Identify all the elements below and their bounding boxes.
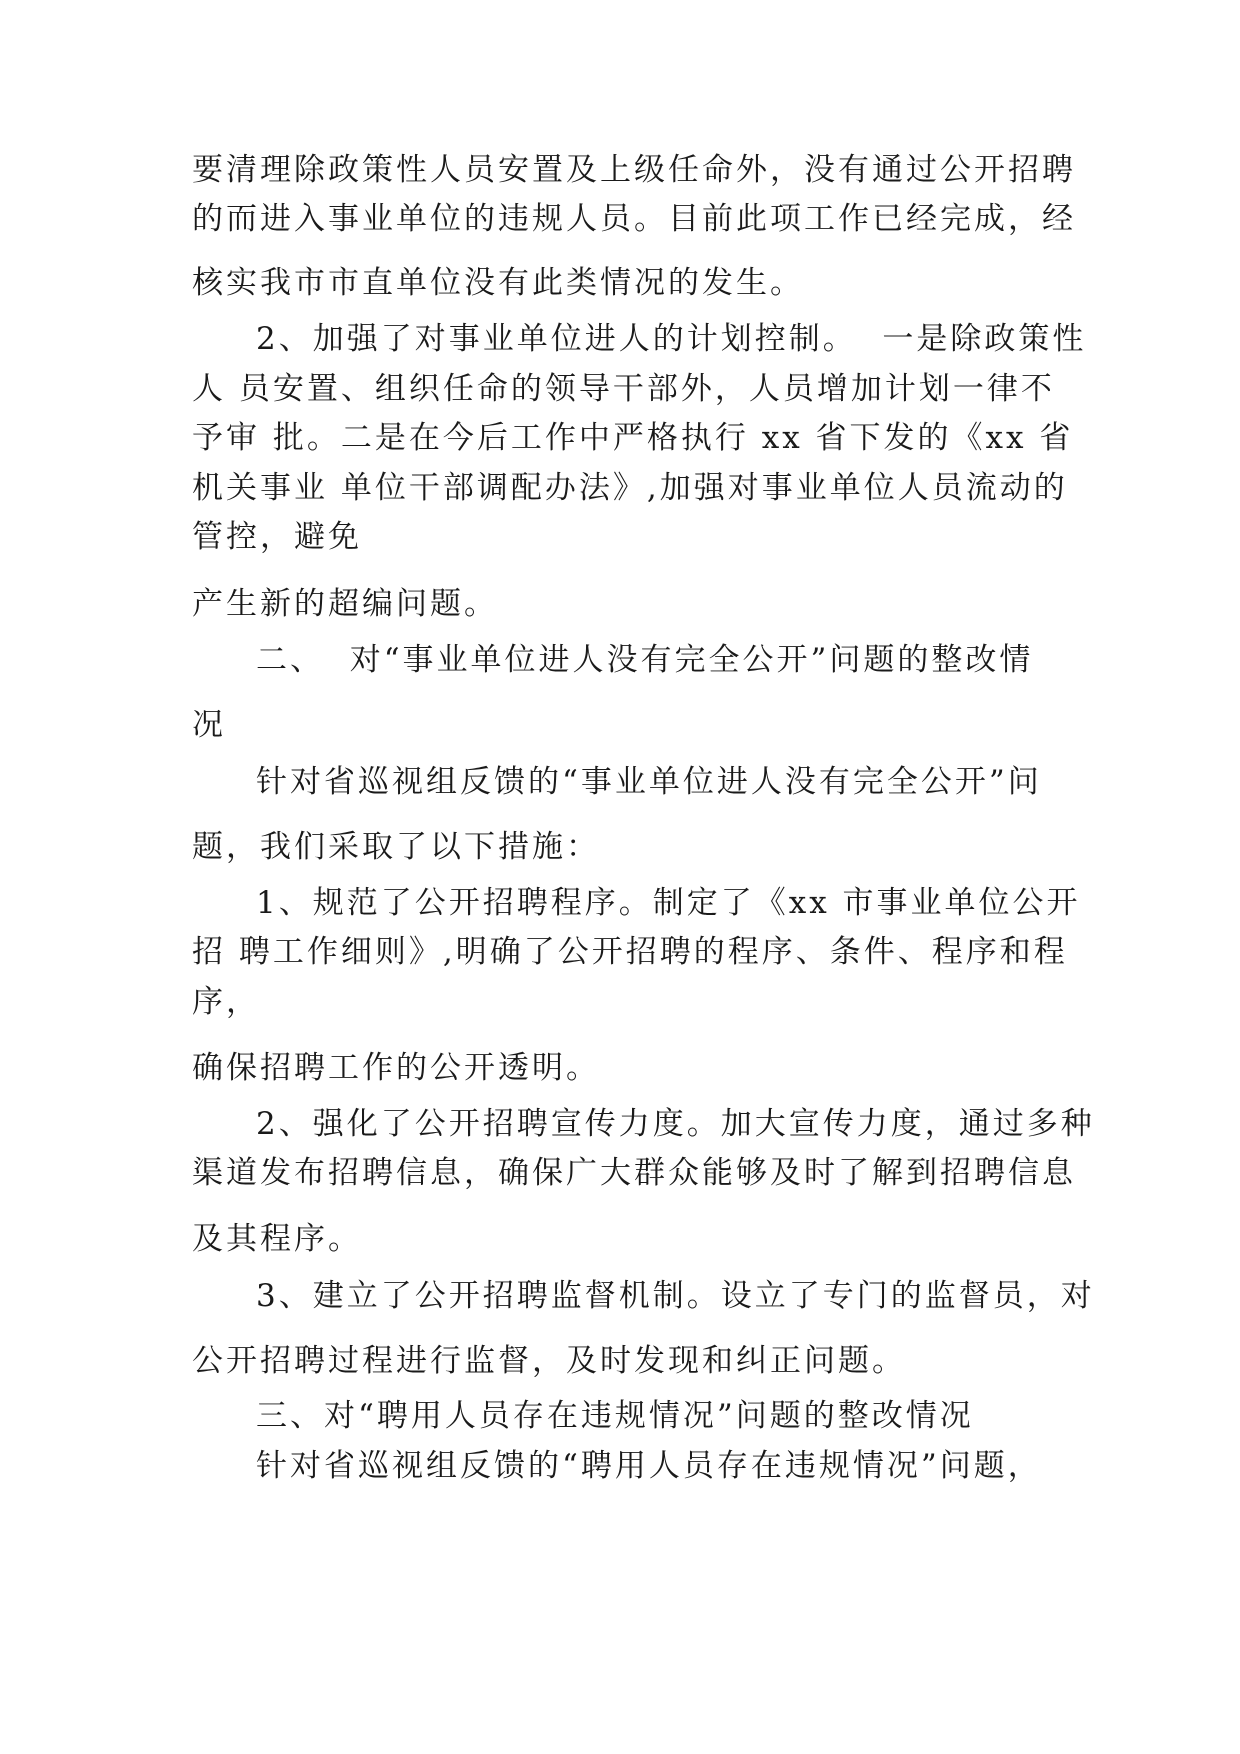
text-line: 招 聘工作细则》,明确了公开招聘的程序、条件、程序和程 bbox=[192, 934, 1068, 970]
text-line: 1、规范了公开招聘程序。制定了《xx 市事业单位公开 bbox=[256, 885, 1081, 921]
text-line: 核实我市市直单位没有此类情况的发生。 bbox=[192, 265, 804, 301]
heading-section-three: 三、对“聘用人员存在违规情况”问题的整改情况 bbox=[256, 1398, 974, 1434]
text-line: 确保招聘工作的公开透明。 bbox=[192, 1050, 600, 1086]
text-line: 3、建立了公开招聘监督机制。设立了专门的监督员，对 bbox=[256, 1278, 1095, 1314]
heading-section-two: 二、 对“事业单位进人没有完全公开”问题的整改情 bbox=[256, 642, 1034, 678]
text-line: 2、加强了对事业单位进人的计划控制。 一是除政策性 bbox=[256, 321, 1087, 357]
text-line: 机关事业 单位干部调配办法》,加强对事业单位人员流动的 bbox=[192, 470, 1068, 506]
text-line: 公开招聘过程进行监督，及时发现和纠正问题。 bbox=[192, 1343, 906, 1379]
text-line: 的而进入事业单位的违规人员。目前此项工作已经完成，经 bbox=[192, 201, 1076, 237]
heading-section-two-cont: 况 bbox=[192, 707, 226, 743]
text-line: 产生新的超编问题。 bbox=[192, 586, 498, 622]
text-line: 人 员安置、组织任命的领导干部外，人员增加计划一律不 bbox=[192, 371, 1055, 407]
text-line: 序， bbox=[192, 984, 260, 1020]
text-line: 及其程序。 bbox=[192, 1221, 362, 1257]
text-line: 2、强化了公开招聘宣传力度。加大宣传力度，通过多种 bbox=[256, 1106, 1095, 1142]
text-line: 针对省巡视组反馈的“事业单位进人没有完全公开”问 bbox=[256, 764, 1042, 800]
text-line: 要清理除政策性人员安置及上级任命外，没有通过公开招聘 bbox=[192, 152, 1076, 188]
text-line: 题，我们采取了以下措施： bbox=[192, 829, 600, 865]
text-line: 管控，避免 bbox=[192, 519, 362, 555]
text-line: 针对省巡视组反馈的“聘用人员存在违规情况”问题， bbox=[256, 1448, 1042, 1484]
text-line: 渠道发布招聘信息，确保广大群众能够及时了解到招聘信息 bbox=[192, 1155, 1076, 1191]
text-line: 予审 批。二是在今后工作中严格执行 xx 省下发的《xx 省 bbox=[192, 420, 1074, 456]
